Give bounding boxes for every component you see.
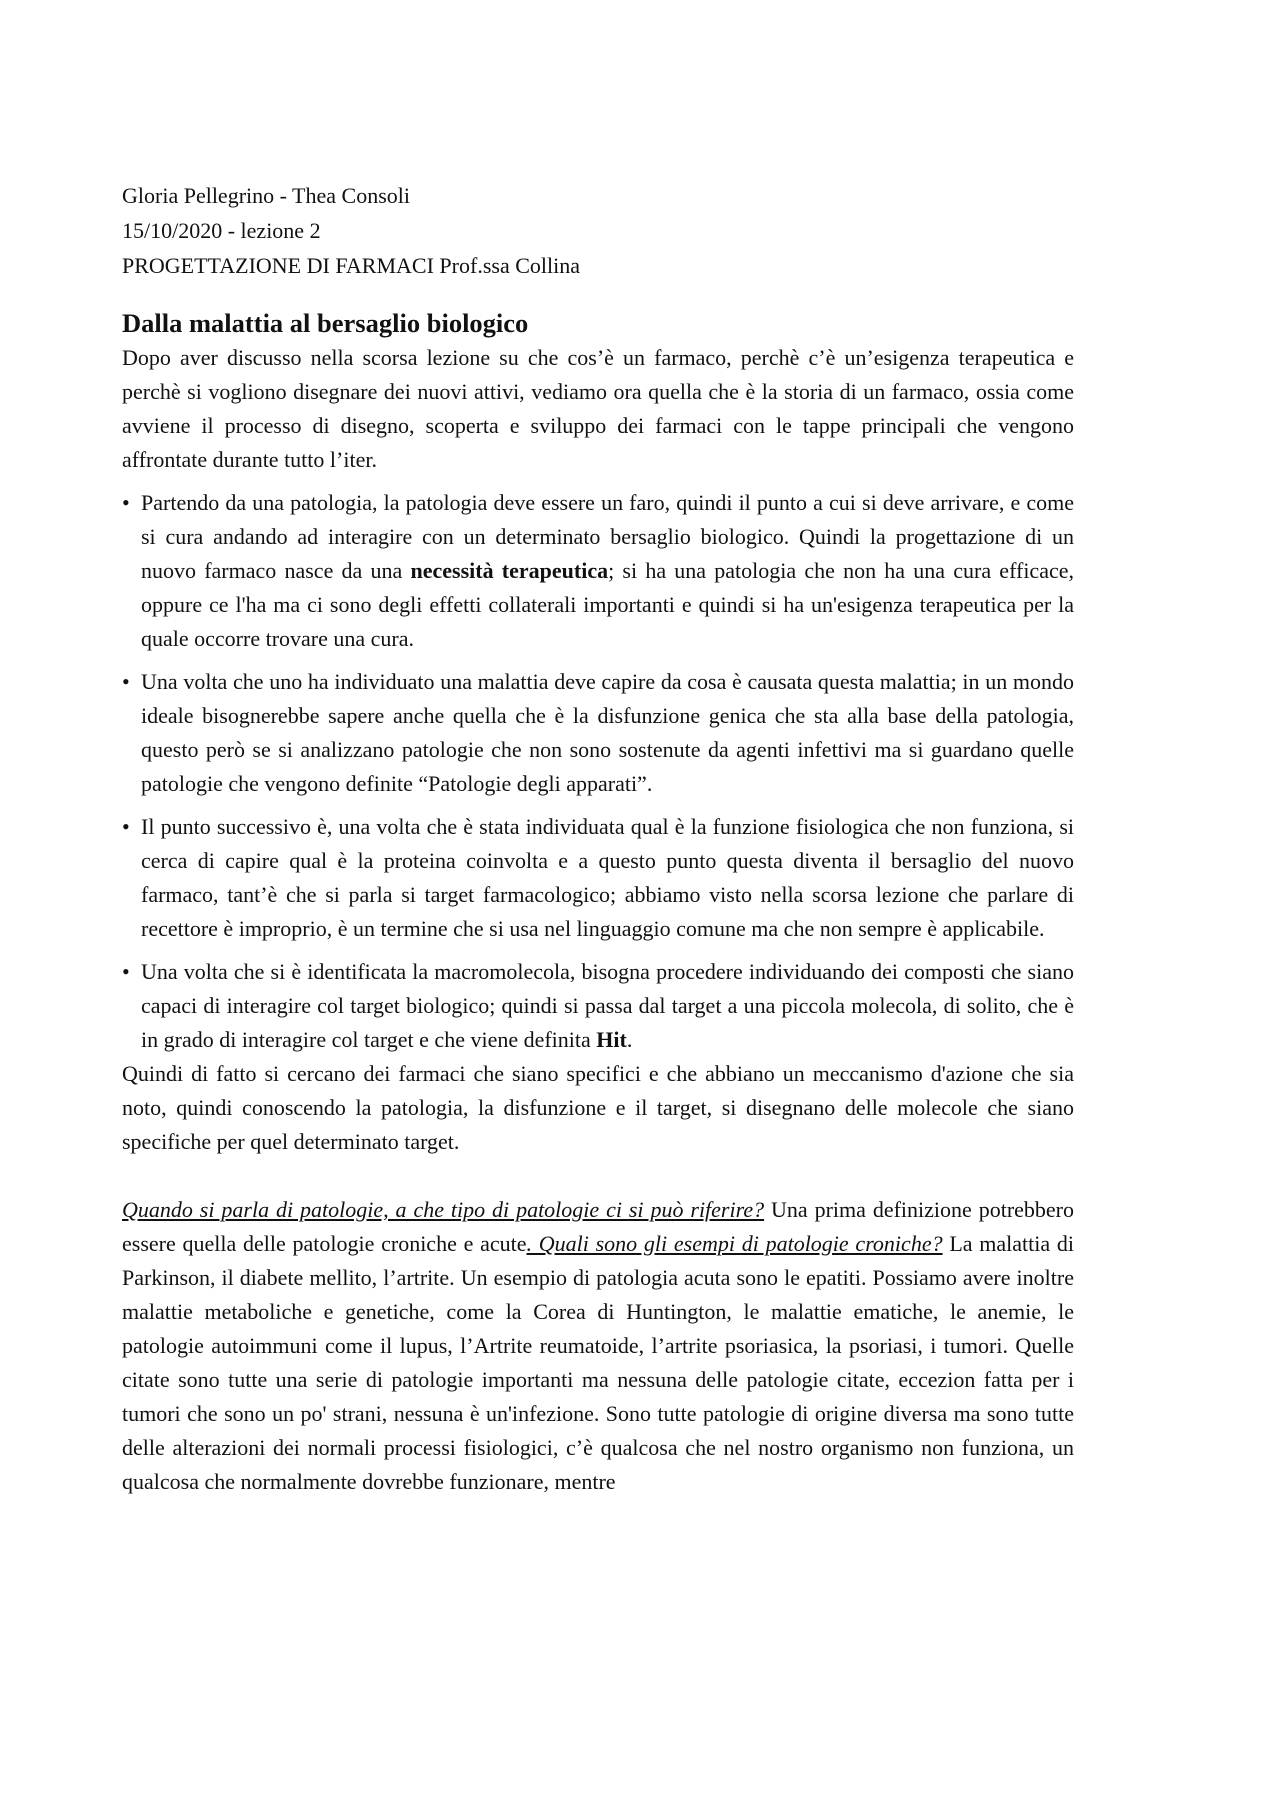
bullet-list	[122, 486, 1074, 1057]
bullet-item	[122, 810, 1074, 946]
bullet-text: Una volta che uno ha individuato una malattia deve capire da cosa è causata questa malattia; in un mondo ideale bisognerebbe sapere anche quella che è la disfunzione genica che sta alla base della patologia, questo però se si analizzano patologie che non sono sostenute da agenti infettivi ma si guardano quelle patologie che vengono definite “Patologie degli apparati”.	[141, 669, 1074, 796]
document-page	[122, 178, 1074, 1499]
bullet-bold: Hit	[596, 1027, 627, 1052]
bullet-text: Partendo da una patologia, la patologia deve essere un faro, quindi il punto a cui si deve arrivare, e come si cura andando ad interagire con un determinato bersaglio biologico. Quindi la progettazione di un nuovo farmaco nasce da una	[141, 490, 1074, 583]
section-title: Dalla malattia al bersaglio biologico	[122, 308, 529, 338]
bullet-item	[122, 955, 1074, 1057]
authors-line: Gloria Pellegrino - Thea Consoli	[122, 183, 410, 208]
answer-one: Una prima definizione potrebbero essere quella delle patologie croniche e acute	[122, 1197, 1075, 1256]
bullet-mark: •	[122, 814, 130, 839]
bullet-text-end: ; si ha una patologia che non ha una cura efficace, oppure ce l'ha ma ci sono degli effetti collaterali importanti e quindi si ha un'esigenza terapeutica per la quale occorre trovare una cura.	[141, 558, 1074, 651]
intro-paragraph: Dopo aver discusso nella scorsa lezione su che cos’è un farmaco, perchè c’è un’esigenza terapeutica e perchè si vogliono disegnare dei nuovi attivi, vediamo ora quella che è la storia di un farmaco, ossia come avviene il processo di disegno, scoperta e sviluppo dei farmaci con le tappe principali che vengono affrontate durante tutto l’iter.	[122, 345, 1074, 472]
question-one: Quando si parla di patologie, a che tipo di patologie ci si può riferire?	[122, 1197, 765, 1222]
bullet-mark: •	[122, 490, 130, 515]
bullet-item	[122, 486, 1074, 656]
bullet-item	[122, 665, 1074, 801]
bullet-mark: •	[122, 669, 130, 694]
bullet-bold: necessità terapeutica	[410, 558, 609, 583]
answer-two: La malattia di Parkinson, il diabete mellito, l’artrite. Un esempio di patologia acuta sono le epatiti. Possiamo avere inoltre malattie metaboliche e genetiche, come la Corea di Huntington, le malattie ematiche, le anemie, le patologie autoimmuni come il lupus, l’Artrite reumatoide, l’artrite psoriasica, la psoriasi, i tumori. Quelle citate sono tutte una serie di patologie importanti ma nessuna delle patologie citate, eccezion fatta per i tumori che sono un po' strani, nessuna è un'infezione. Sono tutte patologie di origine diversa ma sono tutte delle alterazioni dei normali processi fisiologici, c’è qualcosa che nel nostro organismo non funziona, un qualcosa che normalmente dovrebbe funzionare, mentre	[122, 1231, 1074, 1494]
question-two: . Quali sono gli esempi di patologie croniche?	[526, 1231, 943, 1256]
course-line: PROGETTAZIONE DI FARMACI Prof.ssa Collina	[122, 253, 580, 278]
qa-paragraph	[122, 1193, 1074, 1499]
bullet-text: Il punto successivo è, una volta che è stata individuata qual è la funzione fisiologica che non funziona, si cerca di capire qual è la proteina coinvolta e a questo punto questa diventa il bersaglio del nuovo farmaco, tant’è che si parla si target farmacologico; abbiamo visto nella scorsa lezione che parlare di recettore è improprio, è un termine che si usa nel linguaggio comune ma che non sempre è applicabile.	[141, 814, 1074, 941]
date-lesson-line: 15/10/2020 - lezione 2	[122, 218, 321, 243]
bullet-mark: •	[122, 959, 130, 984]
summary-paragraph: Quindi di fatto si cercano dei farmaci che siano specifici e che abbiano un meccanismo d'azione che sia noto, quindi conoscendo la patologia, la disfunzione e il target, si disegnano delle molecole che siano specifiche per quel determinato target.	[122, 1061, 1074, 1154]
bullet-text: Una volta che si è identificata la macromolecola, bisogna procedere individuando dei composti che siano capaci di interagire col target biologico; quindi si passa dal target a una piccola molecola, di solito, che è in grado di interagire col target e che viene definita	[141, 959, 1074, 1052]
bullet-text-end: .	[626, 1027, 633, 1052]
paragraph-gap	[122, 1159, 1074, 1193]
